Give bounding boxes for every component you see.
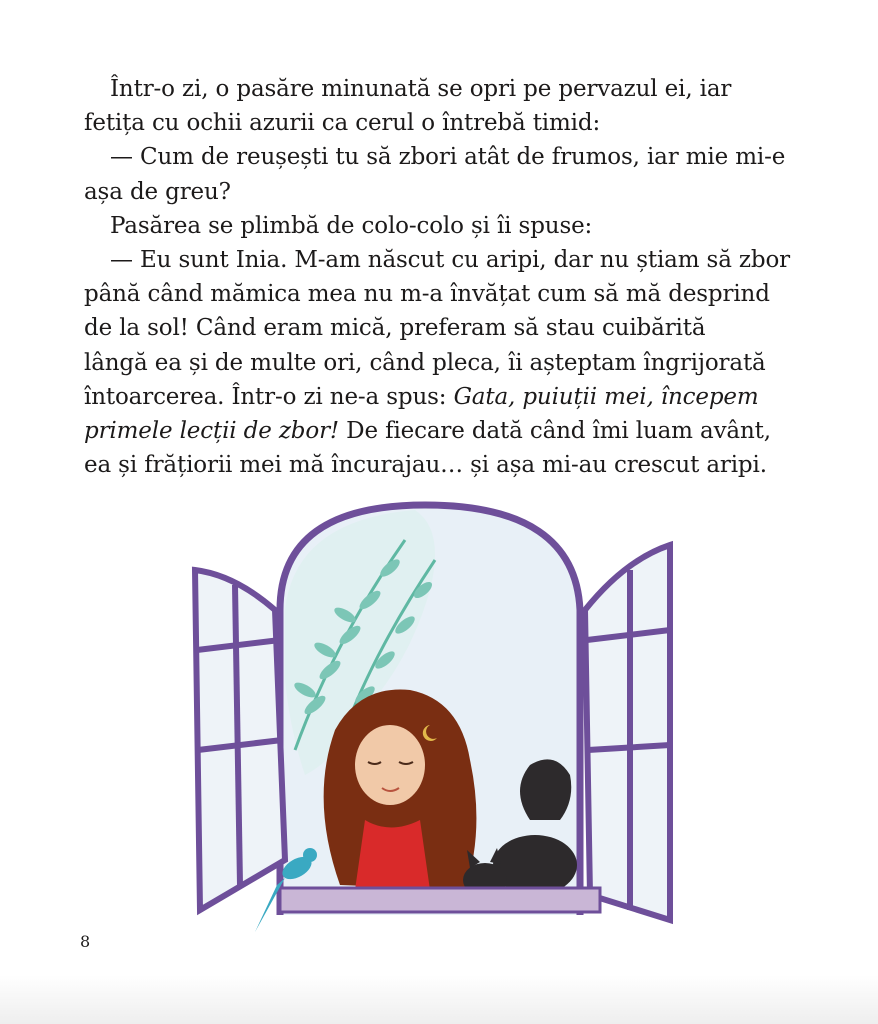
text-line: până când mămica mea nu m-a învățat cum să mă desprind [84, 281, 770, 308]
text-line: Pasărea se plimbă de colo-colo și îi spuse: [110, 212, 593, 239]
window-illustration [185, 500, 685, 940]
girl-face [355, 725, 425, 805]
text-segment: întoarcerea. Într-o zi ne-a spus: [84, 383, 454, 410]
text-line: ea și frățiorii mei mă încurajau… și așa mi-au crescut aripi. [84, 452, 767, 479]
window-sill [280, 888, 600, 912]
story-text [84, 72, 804, 482]
text-line: așa de greu? [84, 178, 231, 205]
italic-quote: Gata, puiuții mei, începem [453, 383, 759, 410]
italic-quote: primele lecții de zbor! [84, 418, 340, 445]
page-number: 8 [80, 932, 91, 951]
text-line: — Cum de reușești tu să zbori atât de frumos, iar mie mi-e [110, 144, 786, 171]
page-edge-shadow [0, 975, 878, 1024]
text-line: de la sol! Când eram mică, preferam să stau cuibărită [84, 315, 706, 342]
text-line: lângă ea și de multe ori, când pleca, îi așteptam îngrijorată [84, 349, 766, 376]
text-line [84, 380, 804, 414]
text-line [84, 414, 804, 448]
girl-dress [355, 820, 430, 890]
text-segment: De fiecare dată când îmi luam avânt, [339, 418, 771, 445]
right-shutter [585, 545, 670, 920]
text-line: Într-o zi, o pasăre minunată se opri pe pervazul ei, iar [110, 76, 732, 102]
left-shutter [195, 570, 285, 910]
text-line: — Eu sunt Inia. M-am născut cu aripi, dar nu știam să zbor [110, 247, 791, 274]
text-line: fetița cu ochii azurii ca cerul o întrebă timid: [84, 110, 601, 137]
